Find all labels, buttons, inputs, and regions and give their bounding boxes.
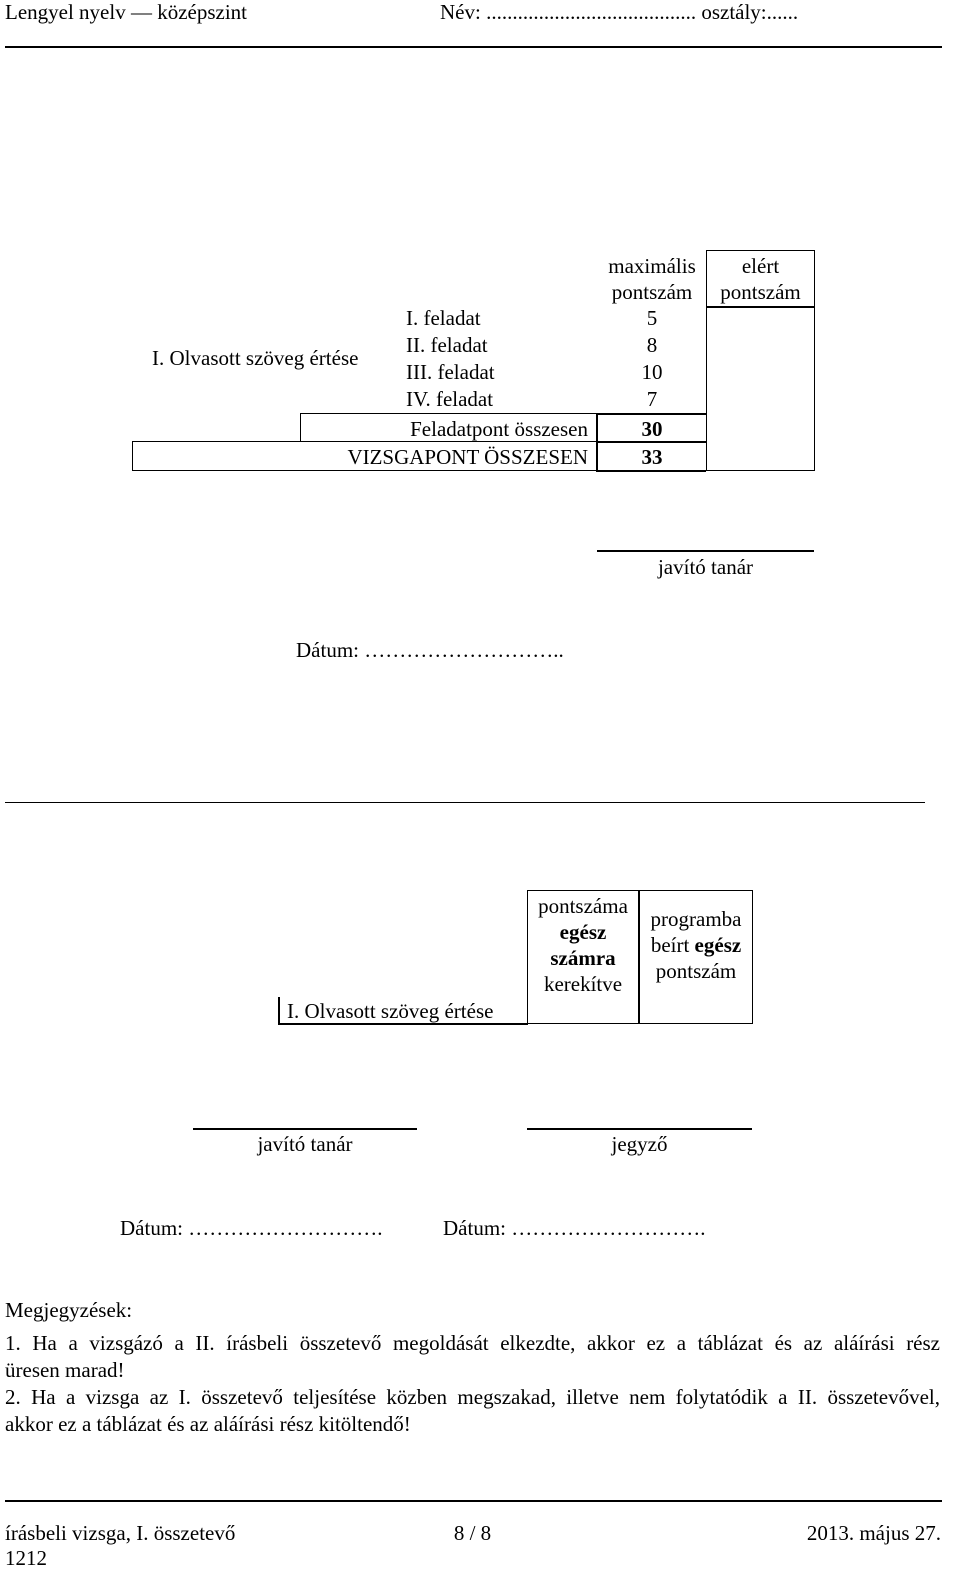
round-col2-line2-bold: egész — [694, 933, 742, 957]
task-label: II. feladat — [406, 333, 488, 357]
notes-title: Megjegyzések: — [5, 1298, 133, 1322]
task-max: 8 — [646, 333, 658, 357]
col-got-line1: elért — [741, 254, 780, 278]
task-label: III. feladat — [406, 360, 495, 384]
round-row-left-edge — [278, 997, 280, 1024]
col-max-line1: maximális — [608, 254, 696, 278]
date-field-right[interactable]: Dátum: ………………………. — [443, 1216, 706, 1240]
footer-rule — [5, 1500, 942, 1502]
col-got-line2: pontszám — [720, 280, 801, 304]
task-label: IV. feladat — [406, 387, 494, 411]
round-col2-line1: programba — [650, 907, 742, 931]
signature-role-right: jegyző — [611, 1132, 668, 1156]
header-rule — [5, 46, 942, 48]
note2-line2: akkor ez a táblázat és az aláírási rész kitöltendő! — [5, 1412, 411, 1436]
section-label: I. Olvasott szöveg értése — [152, 346, 359, 370]
footer-code: 1212 — [5, 1546, 47, 1570]
value-top-rule — [596, 413, 706, 415]
footer-left: írásbeli vizsga, I. összetevő — [5, 1521, 236, 1545]
round-col2-line2-pre: beírt — [650, 933, 690, 957]
note1-line2: üresen marad! — [5, 1358, 125, 1382]
date-field-left[interactable]: Dátum: ………………………. — [120, 1216, 383, 1240]
total-label: VIZSGAPONT ÖSSZESEN — [347, 445, 588, 469]
round-col1-header — [528, 893, 638, 997]
subtotal-label: Feladatpont összesen — [410, 417, 588, 441]
section-divider — [5, 802, 925, 803]
col-max-header — [597, 253, 707, 305]
signature-line-left[interactable] — [193, 1128, 417, 1130]
round-col2-line3: pontszám — [655, 959, 737, 983]
round-col2-line2 — [640, 932, 752, 958]
note2-line1: 2. Ha a vizsga az I. összetevő teljesítése közben megszakad, illetve nem folytatódik a II. összetevővel, — [5, 1385, 940, 1409]
signature-line-right[interactable] — [527, 1128, 752, 1130]
value-bottom-rule — [596, 470, 706, 472]
round-col1-line4: kerekítve — [543, 972, 623, 996]
round-col1-line3: számra — [550, 946, 616, 970]
task-max: 10 — [641, 360, 663, 384]
total-value: 33 — [641, 445, 663, 469]
round-section-label: I. Olvasott szöveg értése — [287, 999, 494, 1023]
task-max: 7 — [646, 387, 658, 411]
task-max: 5 — [646, 306, 658, 330]
date-field[interactable]: Dátum: ……………………….. — [296, 638, 564, 662]
header-subject: Lengyel nyelv — középszint — [5, 0, 248, 24]
signature-role: javító tanár — [657, 555, 754, 579]
round-col2-header — [640, 906, 752, 984]
header-name-field: Név: ........................................ osztály:...... — [440, 0, 799, 24]
col-got-header — [707, 253, 814, 305]
round-col1-line1: pontszáma — [538, 894, 628, 918]
score-entry-divider — [706, 306, 815, 308]
col-max-line2: pontszám — [611, 280, 693, 304]
signature-role-left: javító tanár — [257, 1132, 353, 1156]
footer-date: 2013. május 27. — [806, 1521, 941, 1545]
signature-line[interactable] — [597, 550, 814, 552]
note1-line1: 1. Ha a vizsgázó a II. írásbeli összetevő megoldását elkezdte, akkor ez a táblázat és az aláírási rész — [5, 1331, 940, 1355]
footer-page: 8 / 8 — [453, 1521, 492, 1545]
task-label: I. feladat — [406, 306, 481, 330]
subtotal-value: 30 — [641, 417, 663, 441]
round-col1-line2: egész — [559, 920, 607, 944]
